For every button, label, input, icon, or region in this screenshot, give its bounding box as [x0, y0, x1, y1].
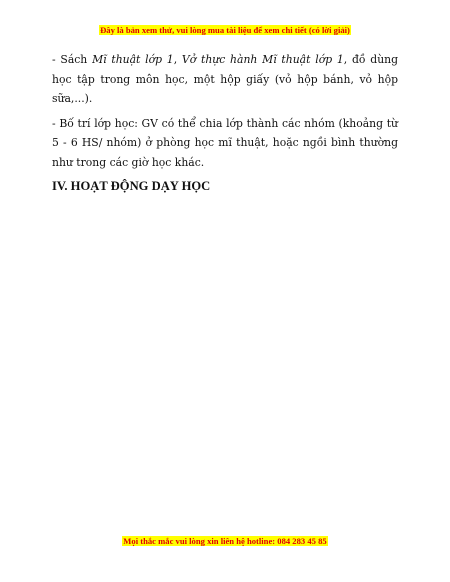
hotline-text: Mọi thắc mắc vui lòng xin liên hệ hotline: 084 283 45 85 [123, 536, 327, 546]
section-heading: IV. HOẠT ĐỘNG DẠY HỌC [52, 179, 211, 193]
hotline-banner [0, 536, 450, 547]
classroom-setup-paragraph: - Bố trí lớp học: GV có thể chia lớp thành các nhóm (khoảng từ 5 - 6 HS/ nhóm) ở phòng học mĩ thuật, hoặc ngồi bình thường như trong các giờ học khác. [52, 116, 398, 169]
materials-separator: , [173, 53, 182, 66]
materials-prefix: - Sách [52, 53, 93, 66]
materials-paragraph [52, 50, 398, 109]
materials-suffix: , đồ dùng học tập trong môn học, một hộp giấy (vỏ hộp bánh, vỏ hộp sữa,...). [52, 53, 399, 105]
preview-notice-banner [0, 25, 450, 36]
document-body [52, 50, 398, 194]
book-title-workbook: Vở thực hành Mĩ thuật lớp 1 [181, 53, 344, 66]
book-title-textbook: Mĩ thuật lớp 1 [92, 53, 174, 66]
preview-notice-text: Đây là bản xem thử, vui lòng mua tài liệu để xem chi tiết (có lời giải) [100, 25, 350, 35]
